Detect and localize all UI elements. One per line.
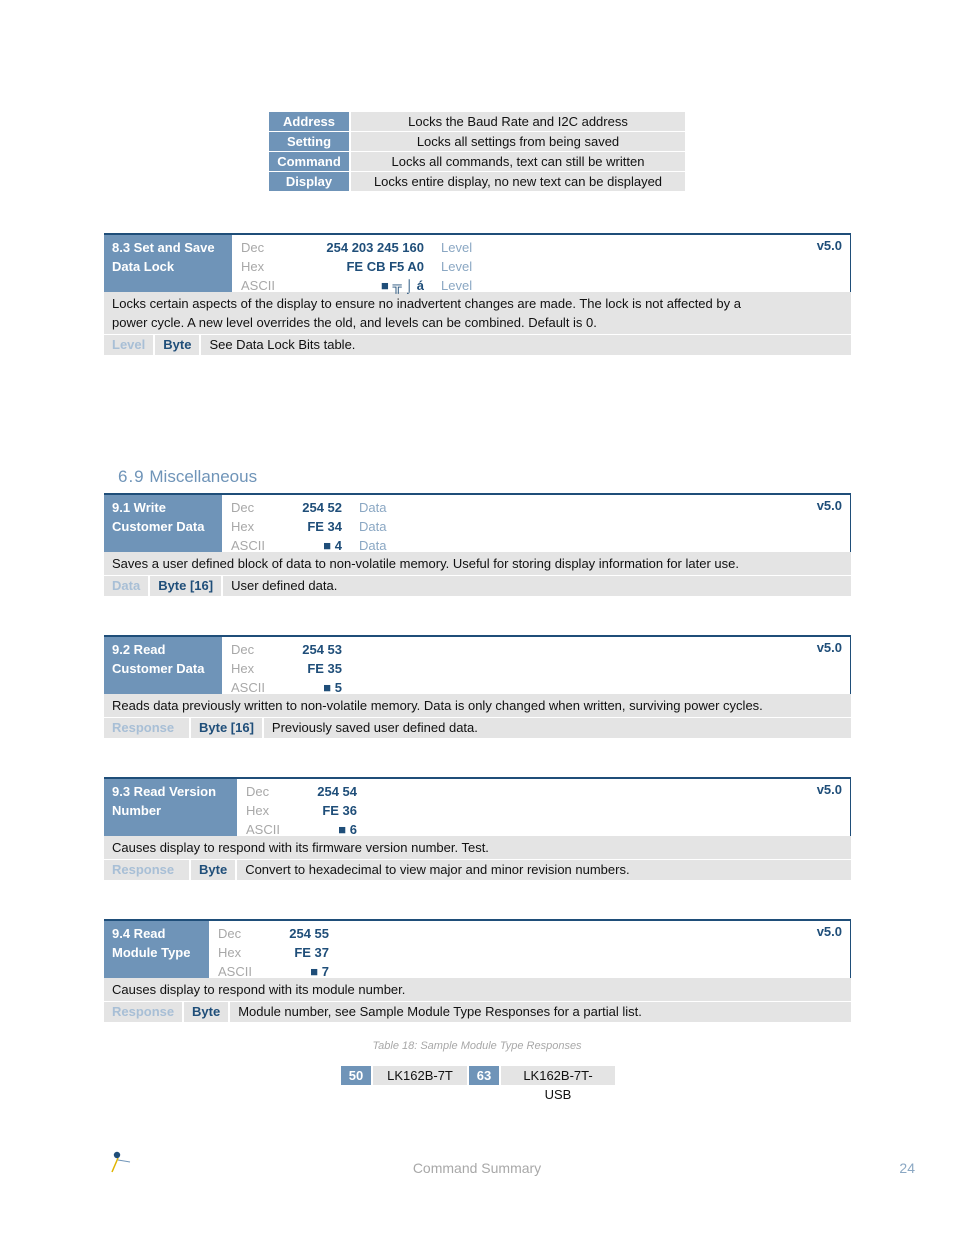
hex-row	[237, 801, 850, 820]
hex-label: Hex	[231, 661, 255, 676]
parameter-name: Response	[104, 718, 191, 738]
parameter-row	[104, 860, 851, 880]
command-description: Causes display to respond with its firmware version number. Test.	[104, 836, 851, 860]
dec-value: 254 53	[302, 642, 342, 657]
dec-label: Dec	[241, 240, 265, 255]
parameter-description: See Data Lock Bits table.	[209, 337, 356, 352]
hex-value: FE 36	[322, 803, 357, 818]
command-header	[104, 635, 851, 694]
title-line: Number	[112, 803, 162, 818]
parameter-row	[104, 1002, 851, 1022]
command-header	[104, 233, 851, 292]
param-label: Data	[359, 538, 387, 553]
section-heading	[118, 467, 257, 487]
command-9-2	[104, 635, 851, 738]
version-badge: v5.0	[816, 238, 842, 253]
command-codes	[232, 235, 850, 292]
command-9-4	[104, 919, 851, 1022]
parameter-type: Byte [16]	[150, 576, 223, 596]
module-type-table	[341, 1066, 615, 1102]
hex-label: Hex	[231, 519, 255, 534]
ascii-label: ASCII	[218, 964, 252, 979]
hex-value: FE 35	[307, 661, 342, 676]
command-title	[104, 235, 232, 292]
parameter-description: Convert to hexadecimal to view major and minor revision numbers.	[245, 862, 630, 877]
command-codes	[222, 637, 850, 694]
hex-row	[222, 517, 850, 536]
title-line: 8.3 Set and Save	[112, 240, 215, 255]
command-header	[104, 777, 851, 836]
version-badge: v5.0	[816, 640, 842, 655]
dec-label: Dec	[231, 642, 255, 657]
table-caption: Table 18: Sample Module Type Responses	[372, 1040, 582, 1052]
dec-value: 254 54	[317, 784, 357, 799]
lock-row-display	[269, 172, 685, 192]
parameter-name: Data	[104, 576, 150, 596]
ascii-value: ■ 6	[338, 822, 357, 837]
lock-key: Display	[269, 172, 351, 192]
parameter-description: User defined data.	[231, 578, 338, 593]
description-line: Locks certain aspects of the display to ensure no inadvertent changes are made. The lock is not affected by a	[112, 296, 741, 311]
dec-row	[232, 238, 850, 257]
lock-row-address	[269, 112, 685, 132]
dec-label: Dec	[246, 784, 270, 799]
param-label: Level	[441, 278, 473, 293]
dec-value: 254 55	[289, 926, 329, 941]
command-8-3	[104, 233, 851, 355]
version-badge: v5.0	[816, 498, 842, 513]
parameter-type: Byte [16]	[191, 718, 264, 738]
lock-value: Locks entire display, no new text can be displayed	[351, 172, 685, 192]
hex-value: FE 34	[307, 519, 342, 534]
version-badge: v5.0	[816, 782, 842, 797]
data-lock-bits-table	[269, 112, 685, 192]
parameter-type: Byte	[191, 860, 237, 880]
ascii-value: ■ ╦ ⌡ á	[381, 278, 424, 293]
dec-row	[222, 640, 850, 659]
title-line: 9.2 Read	[112, 642, 166, 657]
parameter-description: Previously saved user defined data.	[271, 720, 478, 735]
section-title: Miscellaneous	[149, 467, 258, 486]
parameter-type: Byte	[184, 1002, 230, 1022]
command-codes	[237, 779, 850, 836]
title-line: 9.3 Read Version	[112, 784, 217, 799]
version-badge: v5.0	[816, 924, 842, 939]
parameter-row	[104, 576, 851, 596]
title-line: Module Type	[112, 945, 191, 960]
module-code: 50	[341, 1066, 371, 1085]
ascii-label: ASCII	[241, 278, 275, 293]
ascii-row	[232, 276, 850, 295]
page-number: 24	[899, 1160, 915, 1176]
lock-row-setting	[269, 132, 685, 152]
hex-label: Hex	[246, 803, 270, 818]
ascii-value: ■ 7	[310, 964, 329, 979]
param-label: Level	[441, 240, 473, 255]
ascii-label: ASCII	[246, 822, 280, 837]
command-header	[104, 919, 851, 978]
title-line: 9.1 Write	[112, 500, 166, 515]
dec-label: Dec	[218, 926, 242, 941]
footer-title: Command Summary	[412, 1160, 542, 1176]
title-line: Customer Data	[112, 519, 205, 534]
command-title	[104, 495, 222, 552]
parameter-name: Level	[104, 335, 155, 355]
hex-row	[209, 943, 850, 962]
description-line: power cycle. A new level overrides the old, and levels can be combined. Default is 0.	[112, 315, 597, 330]
command-9-1	[104, 493, 851, 596]
parameter-name: Response	[104, 860, 191, 880]
command-title	[104, 637, 222, 694]
hex-label: Hex	[241, 259, 265, 274]
lock-key: Command	[269, 152, 351, 172]
parameter-row	[104, 335, 851, 355]
section-number: 6.9	[118, 467, 145, 486]
dec-label: Dec	[231, 500, 255, 515]
command-codes	[222, 495, 850, 552]
param-label: Data	[359, 500, 387, 515]
param-label: Level	[441, 259, 473, 274]
ascii-value: ■ 4	[323, 538, 342, 553]
command-description	[104, 292, 851, 335]
lock-row-command	[269, 152, 685, 172]
command-description: Saves a user defined block of data to non-volatile memory. Useful for storing display information for later use.	[104, 552, 851, 576]
dec-row	[222, 498, 850, 517]
module-name: LK162B-7T-USB	[501, 1066, 615, 1085]
hex-value: FE 37	[294, 945, 329, 960]
parameter-description: Module number, see Sample Module Type Responses for a partial list.	[238, 1004, 642, 1019]
module-name: LK162B-7T	[373, 1066, 467, 1085]
dec-row	[237, 782, 850, 801]
ascii-label: ASCII	[231, 680, 265, 695]
ascii-row	[209, 962, 850, 981]
parameter-name: Response	[104, 1002, 184, 1022]
parameter-type: Byte	[155, 335, 201, 355]
hex-value: FE CB F5 A0	[346, 259, 424, 274]
param-label: Data	[359, 519, 387, 534]
command-title	[104, 779, 237, 836]
lock-key: Setting	[269, 132, 351, 152]
parameter-row	[104, 718, 851, 738]
title-line: 9.4 Read	[112, 926, 166, 941]
ascii-row	[222, 536, 850, 555]
ascii-label: ASCII	[231, 538, 265, 553]
dec-value: 254 52	[302, 500, 342, 515]
command-codes	[209, 921, 850, 978]
hex-row	[232, 257, 850, 276]
command-title	[104, 921, 209, 978]
lock-value: Locks all settings from being saved	[351, 132, 685, 152]
ascii-row	[222, 678, 850, 697]
command-9-3	[104, 777, 851, 880]
lock-key: Address	[269, 112, 351, 132]
lock-value: Locks the Baud Rate and I2C address	[351, 112, 685, 132]
title-line: Customer Data	[112, 661, 205, 676]
hex-label: Hex	[218, 945, 242, 960]
dec-row	[209, 924, 850, 943]
hex-row	[222, 659, 850, 678]
ascii-value: ■ 5	[323, 680, 342, 695]
dec-value: 254 203 245 160	[326, 240, 424, 255]
module-code: 63	[469, 1066, 499, 1085]
command-description: Reads data previously written to non-volatile memory. Data is only changed when written, surviving power cycles.	[104, 694, 851, 718]
title-line: Data Lock	[112, 259, 175, 274]
command-header	[104, 493, 851, 552]
ascii-row	[237, 820, 850, 839]
command-description: Causes display to respond with its module number.	[104, 978, 851, 1002]
lock-value: Locks all commands, text can still be written	[351, 152, 685, 172]
